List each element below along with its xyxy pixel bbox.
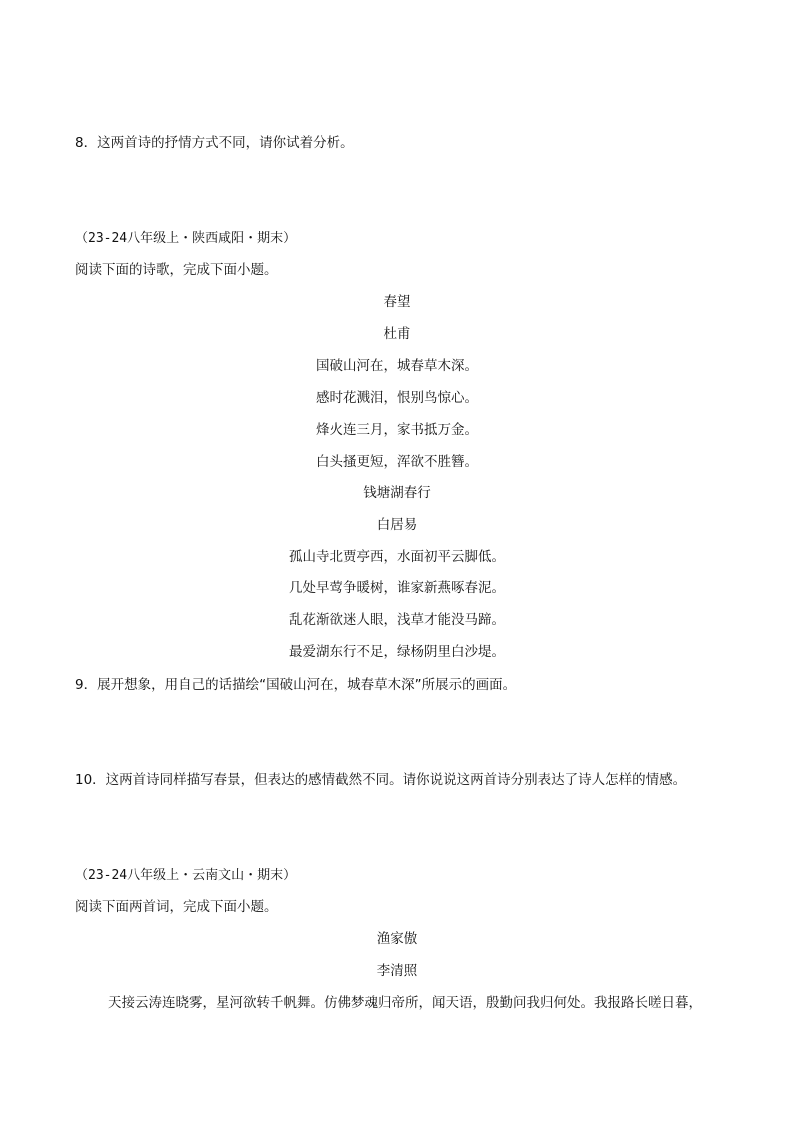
section-2-source: （23-24八年级上・陕西咸阳・期末） <box>75 231 297 246</box>
question-10: 10．这两首诗同样描写春景，但表达的感情截然不同。请你说说这两首诗分别表达了诗人怎样的情感。 <box>75 772 687 788</box>
section-3-source: （23-24八年级上・云南文山・期末） <box>75 868 297 883</box>
section-3-instruction: 阅读下面两首词，完成下面小题。 <box>75 899 278 915</box>
poem-3-text: 天接云涛连晓雾，星河欲转千帆舞。仿佛梦魂归帝所，闻天语，殷勤问我归何处。我报路长嗟日暮， <box>108 995 702 1011</box>
poem-2-line: 几处早莺争暖树，谁家新燕啄春泥。 <box>289 580 505 596</box>
question-8: 8．这两首诗的抒情方式不同，请你试着分析。 <box>75 135 354 151</box>
poem-1-line: 白头搔更短，浑欲不胜簪。 <box>316 454 478 470</box>
poem-1-title: 春望 <box>383 294 411 310</box>
poem-3-author: 李清照 <box>376 963 418 979</box>
poem-2-title: 钱塘湖春行 <box>363 485 431 501</box>
poem-1-line: 国破山河在，城春草木深。 <box>316 358 478 374</box>
poem-2-line: 孤山寺北贾亭西，水面初平云脚低。 <box>289 549 505 565</box>
poem-1-line: 感时花溅泪，恨别鸟惊心。 <box>316 390 478 406</box>
poem-1-author: 杜甫 <box>383 326 411 342</box>
poem-2-line: 最爱湖东行不足，绿杨阴里白沙堤。 <box>289 644 505 660</box>
question-9: 9．展开想象，用自己的话描绘“国破山河在，城春草木深”所展示的画面。 <box>75 677 517 693</box>
poem-3-title: 渔家傲 <box>376 931 418 947</box>
poem-2-author: 白居易 <box>376 517 418 533</box>
poem-1-line: 烽火连三月，家书抵万金。 <box>316 422 478 438</box>
section-2-instruction: 阅读下面的诗歌，完成下面小题。 <box>75 262 278 278</box>
poem-2-line: 乱花渐欲迷人眼，浅草才能没马蹄。 <box>289 612 505 628</box>
